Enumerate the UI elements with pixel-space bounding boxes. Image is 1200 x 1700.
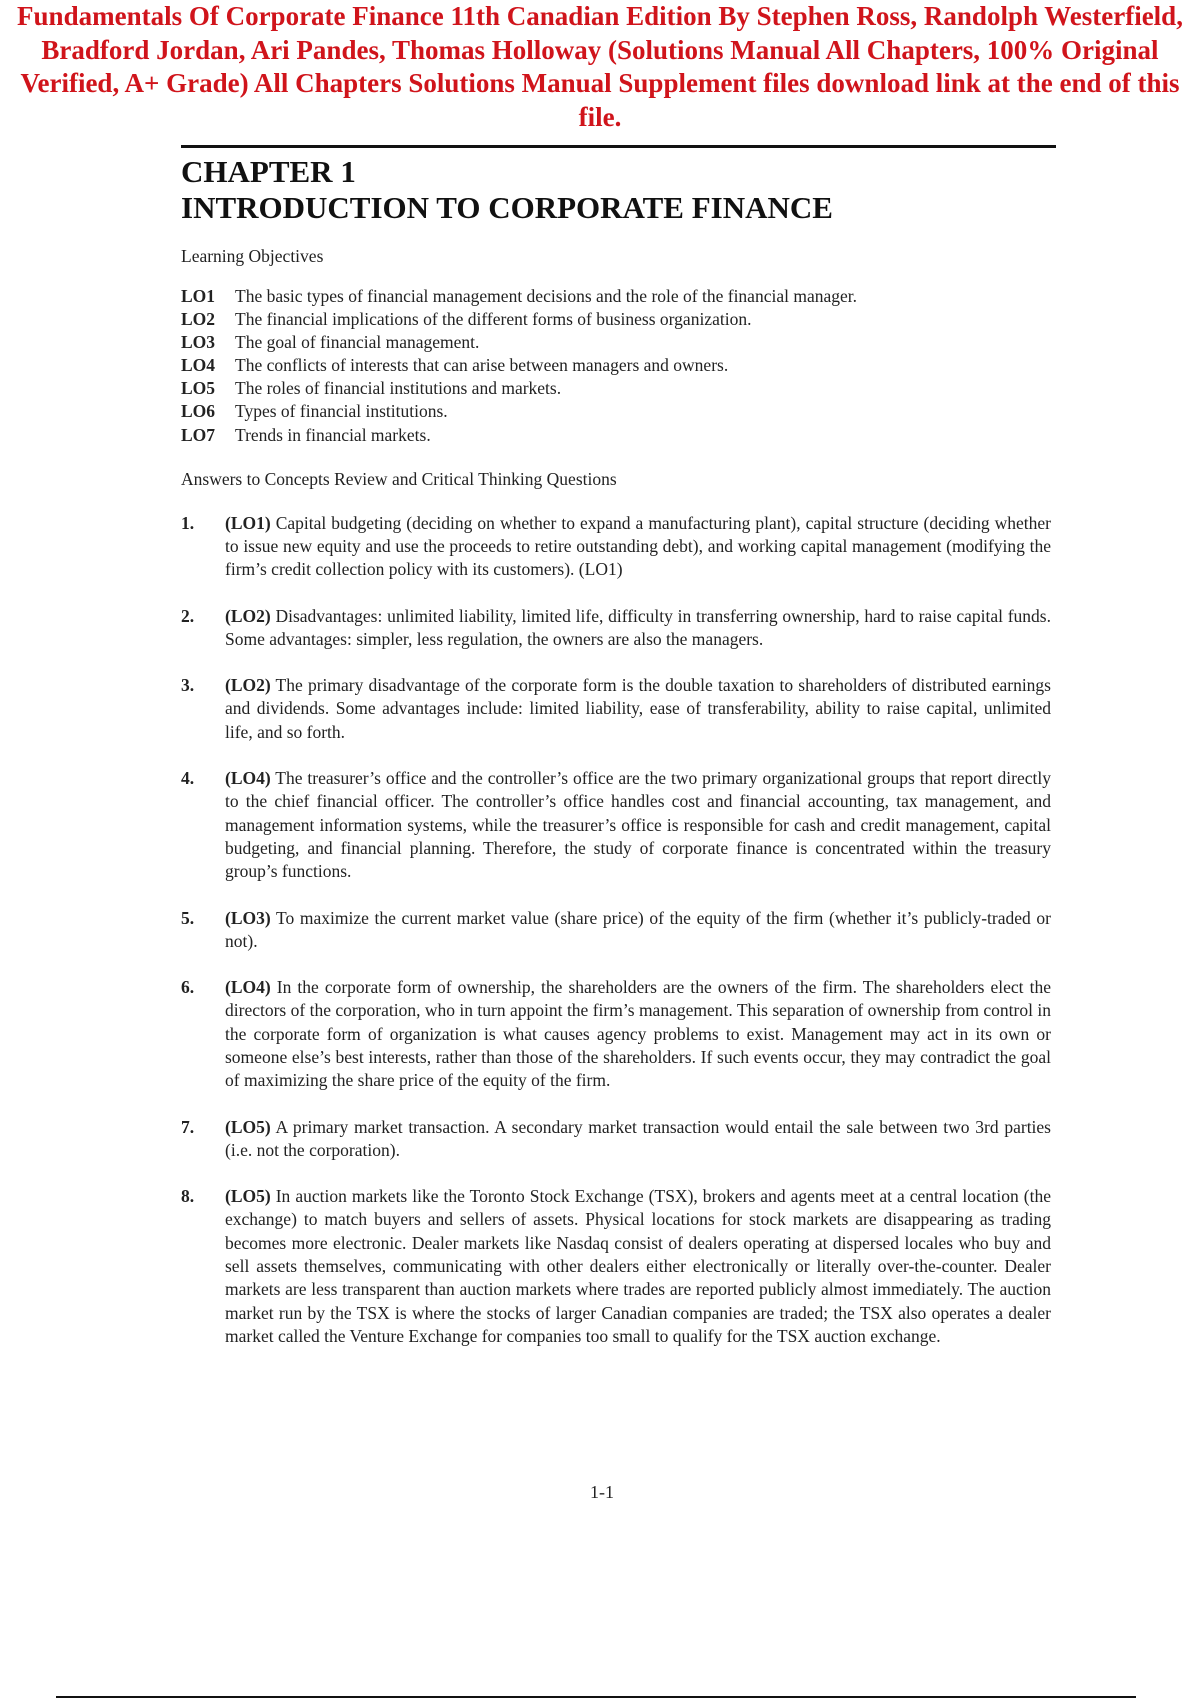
top-divider <box>181 145 1056 148</box>
answer-text <box>225 1185 1051 1348</box>
answer-lo-tag: (LO5) <box>225 1186 271 1207</box>
answer-body: The primary disadvantage of the corporate form is the double taxation to shareholders of distributed earnings and dividends. Some advantages include: limited liability, ease of transferability, ability to raise capital, unlimited life, and so forth. <box>225 675 1051 742</box>
answer-number: 1. <box>181 512 195 533</box>
learning-objective-item <box>181 354 1051 377</box>
answer-body: The treasurer’s office and the controller’s office are the two primary organizational groups that report directly to the chief financial officer. The controller’s office handles cost and financial accounting, tax management, and management information systems, while the treasurer’s office is responsible for cash and credit management, capital budgeting, and financial planning. Therefore, the study of corporate finance is concentrated within the treasury group’s functions. <box>225 768 1051 882</box>
lo-code: LO6 <box>181 401 216 422</box>
answer-item <box>181 767 1051 883</box>
answer-lo-tag: (LO2) <box>225 675 271 696</box>
answer-item <box>181 907 1051 954</box>
answer-lo-tag: (LO3) <box>225 907 271 928</box>
answer-text <box>225 605 1051 652</box>
answer-text <box>225 976 1051 1092</box>
answer-item <box>181 1116 1051 1163</box>
page-content <box>181 154 1051 1371</box>
answer-number: 3. <box>181 675 195 696</box>
bottom-divider <box>56 1696 1136 1698</box>
answer-text <box>225 1116 1051 1163</box>
answer-lo-tag: (LO1) <box>225 512 271 533</box>
answer-number: 7. <box>181 1116 195 1137</box>
chapter-title: INTRODUCTION TO CORPORATE FINANCE <box>181 190 833 225</box>
learning-objective-item <box>181 377 1051 400</box>
answer-item <box>181 976 1051 1092</box>
answer-number: 5. <box>181 907 195 928</box>
chapter-number: CHAPTER 1 <box>181 154 356 189</box>
promo-banner <box>0 0 1200 134</box>
answer-number: 6. <box>181 977 195 998</box>
lo-text: The roles of financial institutions and markets. <box>235 378 562 399</box>
answer-body: Disadvantages: unlimited liability, limited life, difficulty in transferring ownership, hard to raise capital funds. Some advantages: simpler, less regulation, the owners are also the managers. <box>225 605 1051 649</box>
banner-line: Bradford Jordan, Ari Pandes, Thomas Holloway (Solutions Manual All Chapters, 100% Original <box>41 34 1159 65</box>
answer-body: To maximize the current market value (share price) of the equity of the firm (whether it’s publicly-traded or not). <box>225 907 1051 951</box>
learning-objectives-heading: Learning Objectives <box>181 246 324 266</box>
learning-objectives-list <box>181 285 1051 447</box>
answer-lo-tag: (LO4) <box>225 768 271 789</box>
learning-objective-item <box>181 285 1051 308</box>
lo-code: LO3 <box>181 332 216 353</box>
lo-text: The basic types of financial management decisions and the role of the financial manager. <box>235 286 857 306</box>
answer-number: 4. <box>181 768 195 789</box>
answer-body: In the corporate form of ownership, the shareholders are the owners of the firm. The shareholders elect the directors of the corporation, who in turn appoint the firm’s management. This separation of ownership from control in the corporate form of organization is what causes agency problems to exist. Management may act in its own or someone else’s best interests, rather than those of the shareholders. If such events occur, they may contradict the goal of maximizing the share price of the equity of the firm. <box>225 977 1051 1091</box>
page-number: 1-1 <box>590 1482 614 1502</box>
banner-line: Verified, A+ Grade) All Chapters Solutions Manual Supplement files download link at the end of this <box>20 68 1180 98</box>
answer-item <box>181 1185 1051 1348</box>
answer-item <box>181 674 1051 744</box>
lo-code: LO1 <box>181 286 216 306</box>
answers-heading: Answers to Concepts Review and Critical Thinking Questions <box>181 468 617 489</box>
answer-lo-tag: (LO4) <box>225 977 271 998</box>
answer-body: Capital budgeting (deciding on whether to expand a manufacturing plant), capital structure (deciding whether to issue new equity and use the proceeds to retire outstanding debt), and working capital management (modifying the firm’s credit collection policy with its customers). (LO1) <box>225 512 1051 580</box>
answers-list <box>181 512 1051 1349</box>
lo-code: LO5 <box>181 378 216 399</box>
answer-body: A primary market transaction. A secondary market transaction would entail the sale between two 3rd parties (i.e. not the corporation). <box>225 1116 1051 1160</box>
lo-text: Types of financial institutions. <box>235 401 448 422</box>
learning-objective-item <box>181 308 1051 331</box>
banner-line: Fundamentals Of Corporate Finance 11th Canadian Edition By Stephen Ross, Randolph Westerfield, <box>17 1 1183 31</box>
answer-text <box>225 907 1051 954</box>
lo-code: LO7 <box>181 424 216 445</box>
answer-body: In auction markets like the Toronto Stock Exchange (TSX), brokers and agents meet at a central location (the exchange) to match buyers and sellers of assets. Physical locations for stock markets are disappearing as trading becomes more electronic. Dealer markets like Nasdaq consist of dealers operating at dispersed locales who buy and sell assets themselves, communicating with other dealers either electronically or literally over-the-counter. Dealer markets are less transparent than auction markets where trades are reported publicly almost immediately. The auction market run by the TSX is where the stocks of larger Canadian companies are traded; the TSX also operates a dealer market called the Venture Exchange for companies too small to qualify for the TSX auction exchange. <box>225 1186 1051 1346</box>
lo-code: LO2 <box>181 309 216 330</box>
lo-text: Trends in financial markets. <box>235 424 431 445</box>
learning-objective-item <box>181 331 1051 354</box>
learning-objective-item <box>181 424 1051 447</box>
answer-item <box>181 605 1051 652</box>
answer-text <box>225 512 1051 582</box>
banner-line: file. <box>578 101 622 132</box>
answer-text <box>225 674 1051 744</box>
answer-number: 2. <box>181 605 195 626</box>
answer-lo-tag: (LO5) <box>225 1116 271 1137</box>
answer-item <box>181 512 1051 582</box>
lo-text: The conflicts of interests that can arise between managers and owners. <box>235 355 729 376</box>
lo-text: The financial implications of the different forms of business organization. <box>235 309 752 330</box>
answer-lo-tag: (LO2) <box>225 605 271 626</box>
lo-code: LO4 <box>181 355 216 376</box>
answer-text <box>225 767 1051 883</box>
answer-number: 8. <box>181 1186 195 1207</box>
learning-objective-item <box>181 400 1051 423</box>
lo-text: The goal of financial management. <box>235 332 480 353</box>
